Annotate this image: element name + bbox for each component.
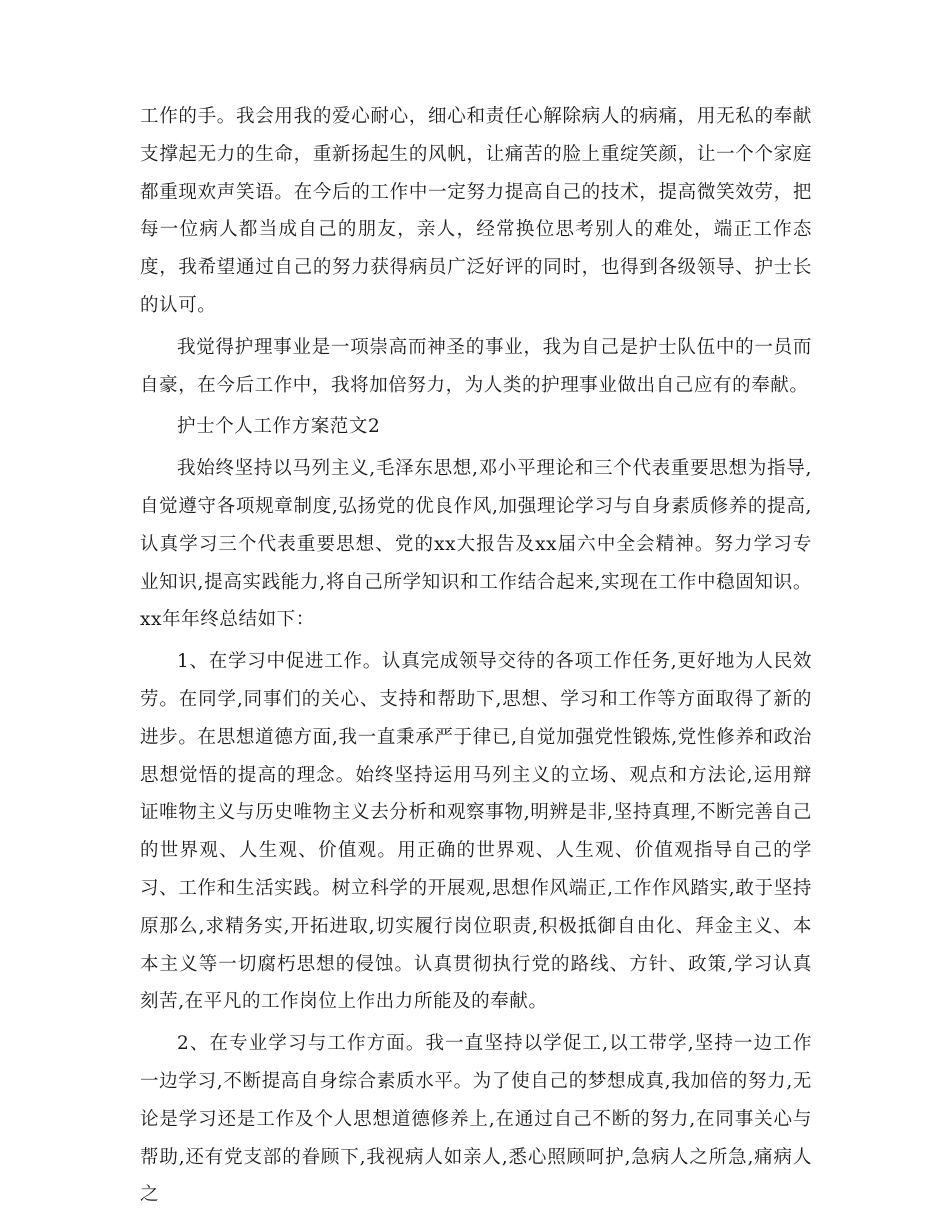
paragraph-4: 1、在学习中促进工作。认真完成领导交待的各项工作任务,更好地为人民效劳。在同学,同事们的关心、支持和帮助下,思想、学习和工作等方面取得了新的进步。在思想道德方面,我一直秉承严于律已,自觉加强党性锻炼,党性修养和政治思想觉悟的提高的理念。始终坚持运用马列主义的立场、观点和方法论,运用辩证唯物主义与历史唯物主义去分析和观察事物,明辨是非,坚持真理,不断完善自己的世界观、人生观、价值观。用正确的世界观、人生观、价值观指导自己的学习、工作和生活实践。树立科学的开展观,思想作风端正,工作作风踏实,敢于坚持原那么,求精务实,开拓进取,切实履行岗位职责,积极抵御自由化、拜金主义、本本主义等一切腐朽思想的侵蚀。认真贯彻执行党的路线、方针、政策,学习认真刻苦,在平凡的工作岗位上作出力所能及的奉献。 — [140, 651, 812, 1013]
paragraph-2: 我觉得护理事业是一项崇高而神圣的事业，我为自己是护士队伍中的一员而自豪，在今后工作中，我将加倍努力，为人类的护理事业做出自己应有的奉献。 — [140, 336, 812, 396]
document-body — [140, 98, 812, 1214]
paragraph-3: 我始终坚持以马列主义,毛泽东思想,邓小平理论和三个代表重要思想为指导,自觉遵守各项规章制度,弘扬党的优良作风,加强理论学习与自身素质修养的提高,认真学习三个代表重要思想、党的xx大报告及xx届六中全会精神。努力学习专业知识,提高实践能力,将自己所学知识和工作结合起来,实现在工作中稳固知识。xx年年终总结如下： — [140, 458, 812, 631]
section-heading: 护士个人工作方案范文2 — [177, 416, 381, 438]
paragraph-1: 工作的手。我会用我的爱心耐心，细心和责任心解除病人的病痛，用无私的奉献支撑起无力的生命，重新扬起生的风帆，让痛苦的脸上重绽笑颜，让一个个家庭都重现欢声笑语。在今后的工作中一定努力提高自己的技术，提高微笑效劳，把每一位病人都当成自己的朋友，亲人，经常换位思考别人的难处，端正工作态度，我希望通过自己的努力获得病员广泛好评的同时，也得到各级领导、护士长的认可。 — [140, 106, 812, 316]
paragraph-5: 2、在专业学习与工作方面。我一直坚持以学促工,以工带学,坚持一边工作一边学习,不断提高自身综合素质水平。为了使自己的梦想成真,我加倍的努力,无论是学习还是工作及个人思想道德修养上,在通过自己不断的努力,在同事关心与帮助,还有党支部的眷顾下,我视病人如亲人,悉心照顾呵护,急病人之所急,痛病人之 — [140, 1033, 812, 1206]
